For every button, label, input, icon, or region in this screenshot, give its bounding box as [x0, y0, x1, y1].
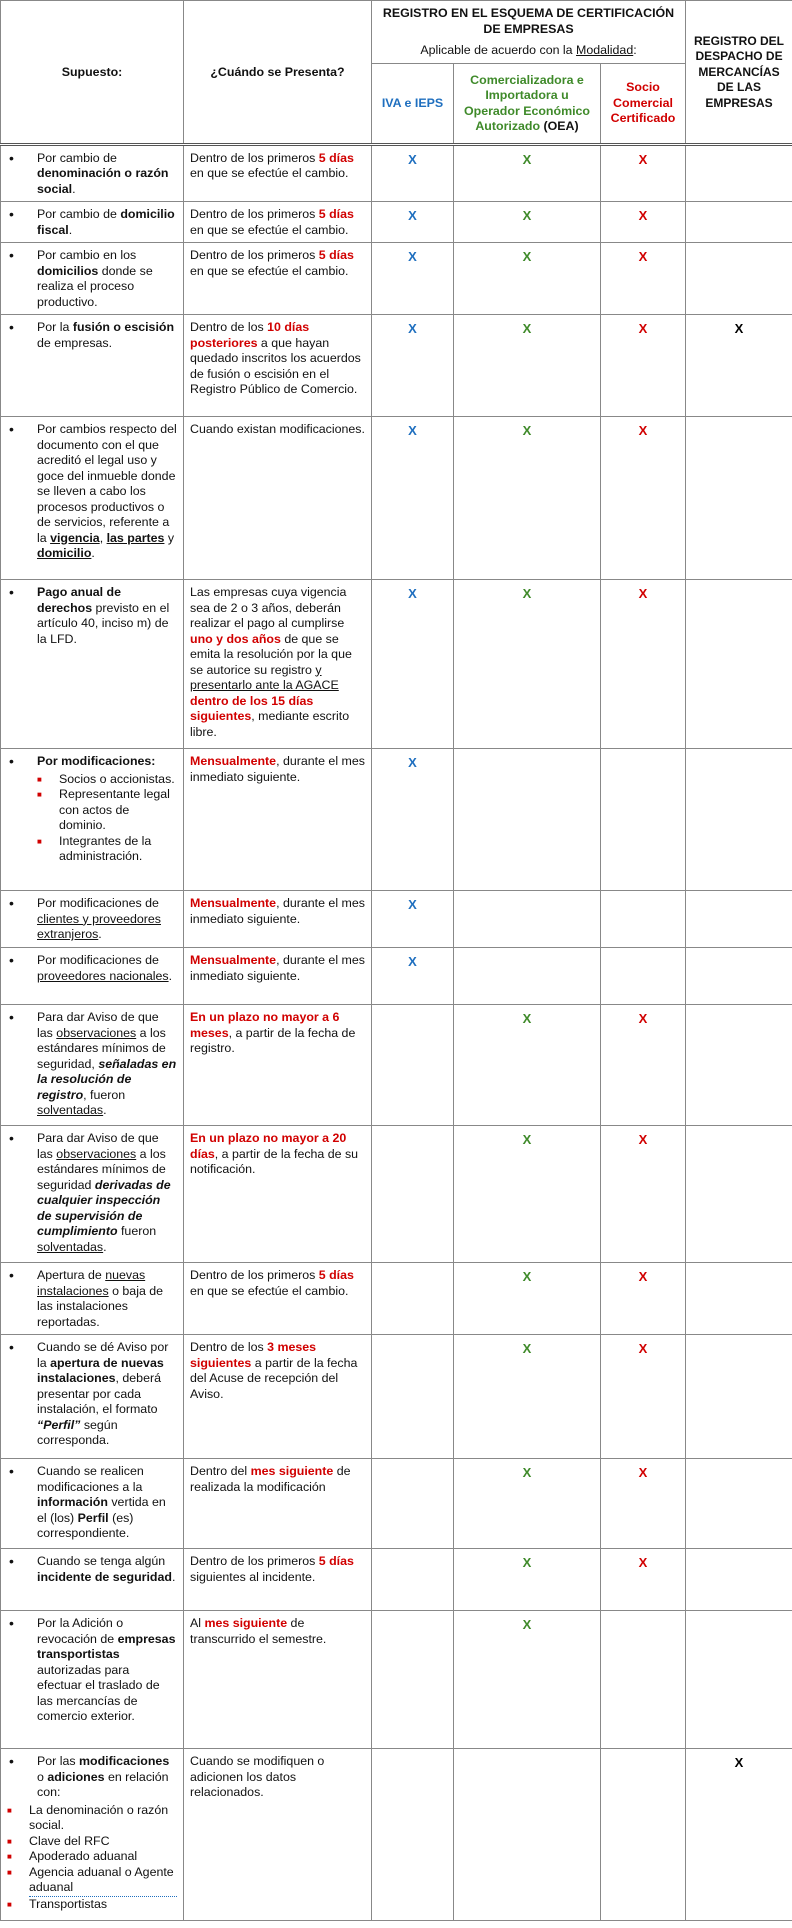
table-cell: [454, 749, 601, 891]
table-cell: [686, 1005, 792, 1126]
table-cell: [601, 891, 686, 948]
mark-socio: X: [601, 243, 686, 315]
mark-socio: X: [601, 1549, 686, 1611]
mark-oea: X: [454, 315, 601, 417]
table-cell: En un plazo no mayor a 6 meses, a partir de la fecha de registro.: [184, 1005, 372, 1126]
table-cell: [454, 891, 601, 948]
table-cell: • Por la Adición o revocación de empresas transportistas autorizadas para efectuar el traslado de las mercancías de comercio exterior.: [1, 1611, 184, 1749]
mark-socio: X: [601, 1126, 686, 1263]
table-row: [1, 1459, 792, 1549]
table-cell: Mensualmente, durante el mes inmediato siguiente.: [184, 891, 372, 948]
table-cell: [686, 1126, 792, 1263]
table-cell: [601, 1611, 686, 1749]
mark-socio: X: [601, 1263, 686, 1335]
header-registro-esquema: [372, 1, 686, 64]
mark-socio: X: [601, 1335, 686, 1459]
table-cell: [686, 243, 792, 315]
table-row: [1, 417, 792, 580]
table-cell: [601, 749, 686, 891]
table-cell: • Pago anual de derechos previsto en el artículo 40, inciso m) de la LFD.: [1, 580, 184, 749]
table-cell: Dentro de los primeros 5 días en que se efectúe el cambio.: [184, 243, 372, 315]
table-cell: • Por cambio de domicilio fiscal.: [1, 202, 184, 243]
supuesto-cell: • Por cambio de denominación o razón social.: [1, 144, 184, 202]
header-oea: Comercializadora e Importadora u Operador Económico Autorizado (OEA): [454, 63, 601, 144]
table-cell: Mensualmente, durante el mes inmediato siguiente.: [184, 948, 372, 1005]
header-socio: Socio Comercial Certificado: [601, 63, 686, 144]
table-row: [1, 243, 792, 315]
table-cell: • Cuando se tenga algún incidente de seguridad.: [1, 1549, 184, 1611]
table-cell: [686, 1611, 792, 1749]
table-row: [1, 144, 792, 202]
cuando-cell: Dentro de los primeros 5 días en que se efectúe el cambio.: [184, 144, 372, 202]
mark-iva: X: [372, 749, 454, 891]
table-row: [1, 1335, 792, 1459]
table-cell: Dentro de los primeros 5 días en que se efectúe el cambio.: [184, 202, 372, 243]
list-item: ■ La denominación o razón social.: [7, 1802, 169, 1832]
mark-oea: X: [454, 1459, 601, 1549]
mark-oea: X: [454, 1126, 601, 1263]
table-cell: En un plazo no mayor a 20 días, a partir de la fecha de su notificación.: [184, 1126, 372, 1263]
list-item: ■ Transportistas: [7, 1896, 108, 1911]
table-row: [1, 315, 792, 417]
table-cell: • Por cambio en los domicilios donde se realiza el proceso productivo.: [1, 243, 184, 315]
mark-oea: X: [454, 202, 601, 243]
mark-socio: X: [601, 202, 686, 243]
table-row: [1, 891, 792, 948]
table-cell: Dentro del mes siguiente de realizada la modificación: [184, 1459, 372, 1549]
list-item: ■ Agencia aduanal o Agente aduanal: [7, 1865, 177, 1897]
header-iva-ieps: IVA e IEPS: [372, 63, 454, 144]
table-cell: • Por modificaciones de clientes y proveedores extranjeros.: [1, 891, 184, 948]
mark-oea: X: [454, 417, 601, 580]
table-cell: [372, 1611, 454, 1749]
table-cell: • Para dar Aviso de que las observaciones a los estándares mínimos de seguridad, señaladas en la resolución de registro, fueron solventadas.: [1, 1005, 184, 1126]
table-row: [1, 749, 792, 891]
table-cell: • Apertura de nuevas instalaciones o baja de las instalaciones reportadas.: [1, 1263, 184, 1335]
table-cell: • Por cambios respecto del documento con el que acreditó el legal uso y goce del inmueble donde se lleven a cabo los procesos productivos o de servicios, referente a la vigencia, las partes y domicilio.: [1, 417, 184, 580]
table-cell: Mensualmente, durante el mes inmediato siguiente.: [184, 749, 372, 891]
mark-oea: X: [454, 1005, 601, 1126]
table-cell: Dentro de los 10 días posteriores a que hayan quedado inscritos los acuerdos de fusión o escisión en el Registro Público de Comercio.: [184, 315, 372, 417]
header-supuesto: Supuesto:: [1, 1, 184, 145]
mark-socio: X: [601, 315, 686, 417]
table-cell: • Por modificaciones: ■ Socios o accionistas. ■ Representante legal con actos de dominio. ■ Integrantes de la administración.: [1, 749, 184, 891]
mark-iva: X: [372, 417, 454, 580]
table-cell: [686, 1549, 792, 1611]
mark-iva: X: [372, 948, 454, 1005]
table-cell: [686, 1459, 792, 1549]
list-item: ■ Apoderado aduanal: [7, 1849, 138, 1863]
table-row: [1, 1549, 792, 1611]
mark-socio: X: [601, 1005, 686, 1126]
table-cell: • Por la fusión o escisión de empresas.: [1, 315, 184, 417]
table-row: [1, 1005, 792, 1126]
mark-oea: X: [454, 144, 601, 202]
mark-oea: X: [454, 243, 601, 315]
table-cell: • Por las modificaciones o adiciones en relación con: ■ La denominación o razón social. ■ Clave del RFC ■ Apoderado aduanal ■ Agencia aduanal o Agente aduanal ■ Transportistas: [1, 1749, 184, 1921]
table-cell: Cuando se modifiquen o adicionen los datos relacionados.: [184, 1749, 372, 1921]
table-cell: [372, 1126, 454, 1263]
table-cell: Cuando existan modificaciones.: [184, 417, 372, 580]
table-cell: [686, 1263, 792, 1335]
table-cell: • Cuando se realicen modificaciones a la información vertida en el (los) Perfil (es) correspondiente.: [1, 1459, 184, 1549]
table-row: [1, 1611, 792, 1749]
table-cell: [686, 948, 792, 1005]
table-cell: [454, 948, 601, 1005]
table-cell: [601, 1749, 686, 1921]
mark-oea: X: [454, 1549, 601, 1611]
mark-socio: X: [601, 417, 686, 580]
mark-iva: X: [372, 580, 454, 749]
mark-iva: X: [372, 243, 454, 315]
table-cell: [686, 891, 792, 948]
mark-iva: X: [372, 891, 454, 948]
mark-iva: X: [372, 144, 454, 202]
table-cell: • Para dar Aviso de que las observaciones a los estándares mínimos de seguridad derivadas de cualquier inspección de supervisión de cumplimiento fueron solventadas.: [1, 1126, 184, 1263]
table-cell: Las empresas cuya vigencia sea de 2 o 3 años, deberán realizar el pago al cumplirse uno y dos años de que se emita la resolución por la que se autorice su registro y presentarlo ante la AGACE dentro de los 15 días siguientes, mediante escrito libre.: [184, 580, 372, 749]
table-cell: [686, 144, 792, 202]
mark-oea: X: [454, 1335, 601, 1459]
table-row: [1, 580, 792, 749]
mark-oea: X: [454, 1263, 601, 1335]
table-cell: [601, 948, 686, 1005]
mark-socio: X: [601, 144, 686, 202]
list-item: ■ Representante legal con actos de dominio.: [37, 787, 170, 832]
table-cell: Dentro de los 3 meses siguientes a partir de la fecha del Acuse de recepción del Aviso.: [184, 1335, 372, 1459]
table-row: [1, 1126, 792, 1263]
table-cell: [686, 202, 792, 243]
table-cell: [372, 1749, 454, 1921]
table-cell: Al mes siguiente de transcurrido el semestre.: [184, 1611, 372, 1749]
mark-iva: X: [372, 315, 454, 417]
table-cell: [686, 749, 792, 891]
table-cell: [372, 1549, 454, 1611]
table-cell: Dentro de los primeros 5 días en que se efectúe el cambio.: [184, 1263, 372, 1335]
mark-iva: X: [372, 202, 454, 243]
table-cell: [454, 1749, 601, 1921]
table-cell: • Por modificaciones de proveedores nacionales.: [1, 948, 184, 1005]
table-row: [1, 202, 792, 243]
header-registro-title: REGISTRO EN EL ESQUEMA DE CERTIFICACIÓN DE EMPRESAS: [382, 6, 675, 36]
table-row: [1, 1749, 792, 1921]
header-registro-subtitle: Aplicable de acuerdo con la Modalidad:: [420, 43, 637, 57]
table-cell: • Cuando se dé Aviso por la apertura de nuevas instalaciones, deberá presentar por cada instalación, el formato “Perfil” según corresponda.: [1, 1335, 184, 1459]
mark-oea: X: [454, 580, 601, 749]
table-cell: [372, 1263, 454, 1335]
mark-socio: X: [601, 580, 686, 749]
list-item: ■ Socios o accionistas.: [37, 771, 175, 786]
table-cell: Dentro de los primeros 5 días siguientes al incidente.: [184, 1549, 372, 1611]
table-cell: [372, 1335, 454, 1459]
mark-despacho: X: [686, 1749, 792, 1921]
table-cell: [372, 1005, 454, 1126]
table-cell: [686, 1335, 792, 1459]
table-row: [1, 948, 792, 1005]
table-cell: [372, 1459, 454, 1549]
mark-despacho: X: [686, 315, 792, 417]
table-cell: [686, 580, 792, 749]
mark-oea: X: [454, 1611, 601, 1749]
table-row: [1, 1263, 792, 1335]
list-item: ■ Integrantes de la administración.: [37, 833, 152, 863]
header-cuando: ¿Cuándo se Presenta?: [184, 1, 372, 145]
header-registro-despacho: REGISTRO DEL DESPACHO DE MERCANCÍAS DE LAS EMPRESAS: [686, 1, 792, 145]
list-item: ■ Clave del RFC: [7, 1833, 110, 1848]
mark-socio: X: [601, 1459, 686, 1549]
table-cell: [686, 417, 792, 580]
